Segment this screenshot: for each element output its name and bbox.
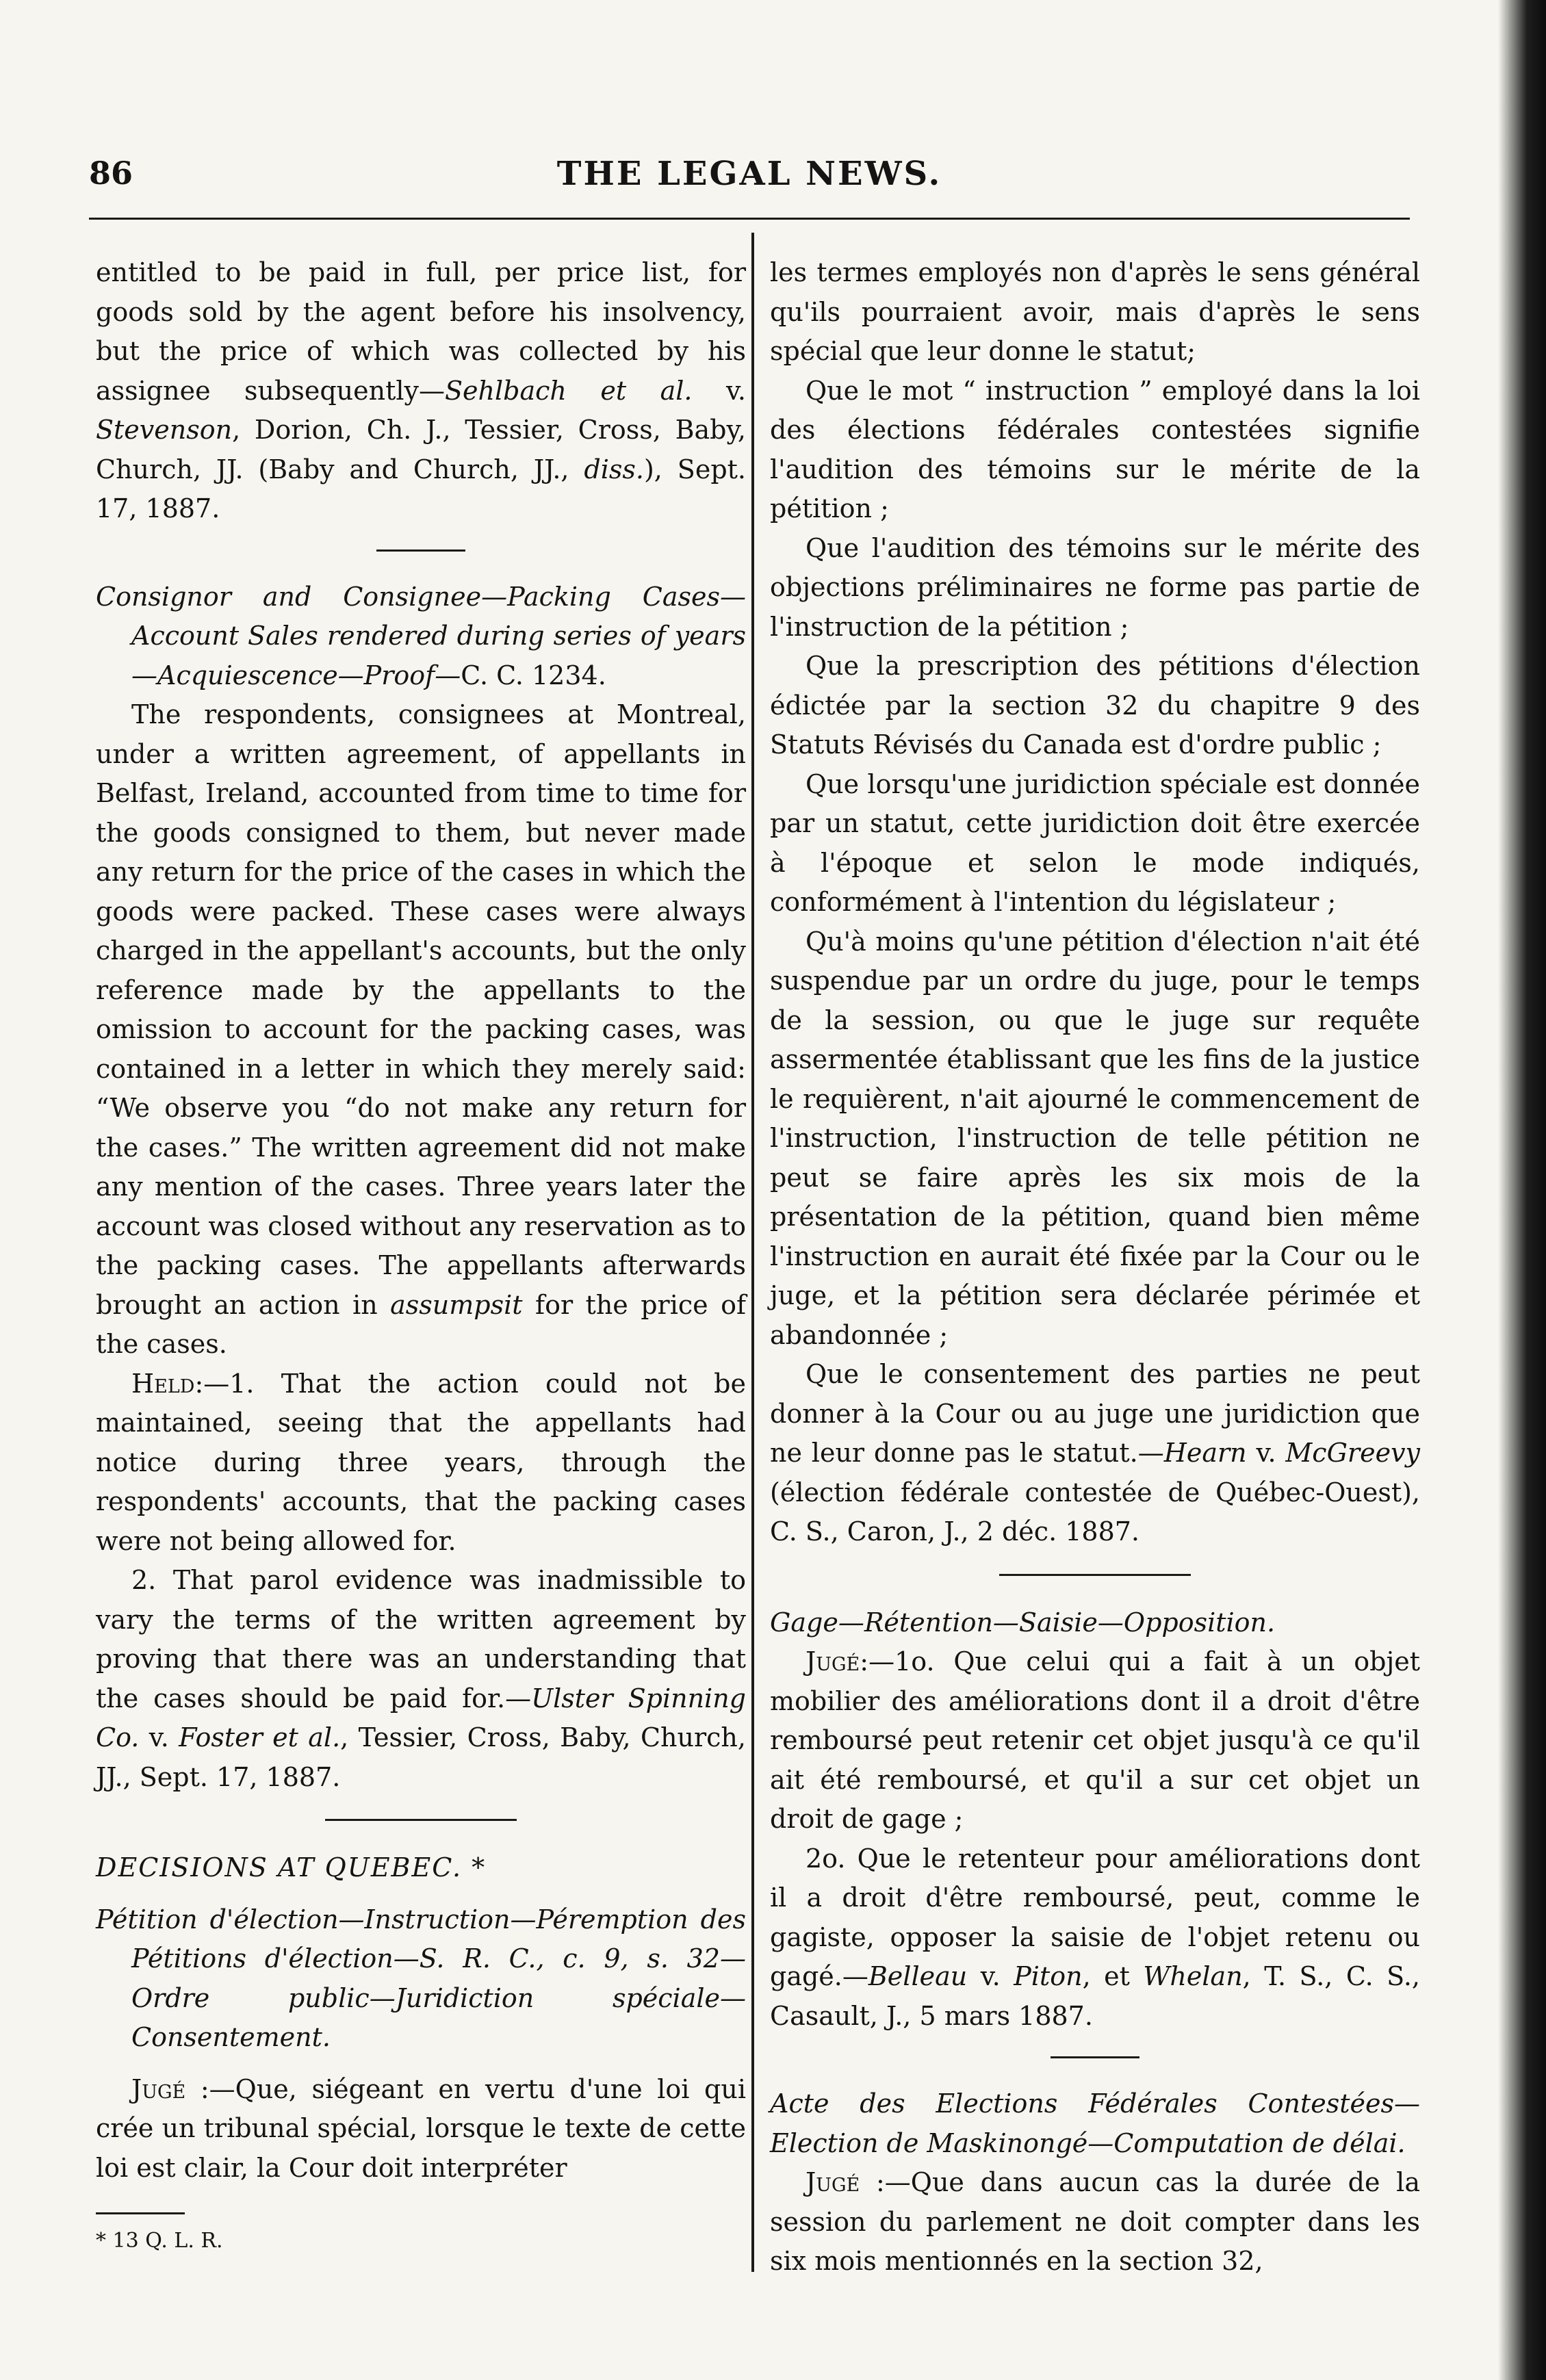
footnote: * 13 Q. L. R. (96, 2229, 223, 2253)
left-column (96, 253, 746, 2261)
case-headnote: Consignor and Consignee—Packing Cases—Account Sales rendered during series of years—Acquiescence—Proof—C. C. 1234. (96, 581, 746, 690)
ruling-paragraph: Que lorsqu'une juridiction spéciale est donnée par un statut, cette juridiction doit être exercée à l'époque et selon le mode indiqués, conformément à l'intention du législateur ; (770, 768, 1420, 917)
page-number: 86 (89, 155, 133, 192)
juge-paragraph: Jugé:—1o. Que celui qui a fait à un objet mobilier des améliorations dont il a droit d'être remboursé peut retenir cet objet jusqu'à ce qu'il ait été remboursé, et qu'il a sur cet objet un droit de gage ; (770, 1646, 1420, 1834)
divider-rule (999, 1574, 1191, 1576)
paragraph-continuation: entitled to be paid in full, per price list, for goods sold by the agent before his insolvency, but the price of which was collected by his assignee subsequently—Sehlbach et al. v. Stevenson, Dorion, Ch. J., Tessier, Cross, Baby, Church, JJ. (Baby and Church, JJ., diss.), Sept. 17, 1887. (96, 257, 746, 523)
section-rule (325, 1819, 517, 1821)
paragraph-continuation: les termes employés non d'après le sens général qu'ils pourraient avoir, mais d'après le sens spécial que leur donne le statut; (770, 257, 1420, 366)
case-facts-paragraph: The respondents, consignees at Montreal, under a written agreement, of appellants in Belfast, Ireland, accounted from time to time for the goods consigned to them, but never made any return for the price of the cases in which the goods were packed. These cases were always charged in the appellant's accounts, but the only reference made by the appellants to the omission to account for the packing cases, was contained in a letter in which they merely said: “We observe you “do not make any return for the cases.” The written agreement did not make any mention of the cases. Three years later the account was closed without any reservation as to the packing cases. The appellants afterwards brought an action in assumpsit for the price of the cases. (96, 699, 747, 1359)
case-headnote-elections: Acte des Elections Fédérales Contestées—Election de Maskinongé—Computation de délai. (770, 2088, 1420, 2158)
section-heading: DECISIONS AT QUEBEC. * (96, 1852, 487, 1883)
held-paragraph-2: 2. That parol evidence was inadmissible to vary the terms of the written agreement by proving that there was an understanding that the cases should be paid for.—Ulster Spinning Co. v. Foster et al., Tessier, Cross, Baby, Church, JJ., Sept. 17, 1887. (96, 1565, 746, 1792)
running-head: THE LEGAL NEWS. (556, 155, 942, 193)
ruling-paragraph: Qu'à moins qu'une pétition d'élection n'ait été suspendue par un ordre du juge, pour le temps de la session, ou que le juge sur requête assermentée établissant que les fins de la justice le requièrent, n'ait ajourné le commencement de l'instruction, l'instruction de telle pétition ne peut se faire après les six mois de la présentation de la pétition, quand bien même l'instruction en aurait été fixée par la Cour ou le juge, et la pétition sera déclarée périmée et abandonnée ; (770, 926, 1420, 1350)
juge-paragraph: Jugé :—Que dans aucun cas la durée de la session du parlement ne doit compter dans les six mois mentionnés en la section 32, (770, 2167, 1420, 2276)
case-headnote-quebec: Pétition d'élection—Instruction—Péremption des Pétitions d'élection—S. R. C., c. 9, s. 32—Ordre public—Juridiction spéciale—Consentement. (96, 1904, 746, 2052)
footnote-rule (96, 2212, 185, 2214)
divider-rule (376, 549, 465, 552)
case-headnote-gage: Gage—Rétention—Saisie—Opposition. (770, 1607, 1276, 1638)
page-header (89, 155, 1410, 203)
ruling-paragraph: Que le consentement des parties ne peut donner à la Cour ou au juge une juridiction que ne leur donne pas le statut.—Hearn v. McGreevy (élection fédérale contestée de Québec-Ouest), C. S., Caron, J., 2 déc. 1887. (770, 1359, 1420, 1547)
divider-rule (1051, 2056, 1139, 2058)
ruling-paragraph: Que le mot “ instruction ” employé dans la loi des élections fédérales contestées signifie l'audition des témoins sur le mérite de la pétition ; (770, 375, 1420, 523)
ruling-paragraph: Que l'audition des témoins sur le mérite des objections préliminaires ne forme pas partie de l'instruction de la pétition ; (770, 532, 1420, 642)
scanned-page-edge (1498, 0, 1546, 2380)
juge-paragraph: Jugé :—Que, siégeant en vertu d'une loi qui crée un tribunal spécial, lorsque le texte de cette loi est clair, la Cour doit interpréter (96, 2073, 746, 2183)
ruling-paragraph: 2o. Que le retenteur pour améliorations dont il a droit d'être remboursé, peut, comme le gagiste, opposer la saisie de l'objet retenu ou gagé.—Belleau v. Piton, et Whelan, T. S., C. S., Casault, J., 5 mars 1887. (770, 1843, 1420, 2031)
ruling-paragraph: Que la prescription des pétitions d'élection édictée par la section 32 du chapitre 9 des Statuts Révisés du Canada est d'ordre public ; (770, 651, 1420, 760)
column-divider (751, 233, 754, 2272)
right-column (770, 253, 1420, 2281)
header-rule (89, 218, 1410, 220)
held-paragraph: Held:—1. That the action could not be maintained, seeing that the appellants had notice during three years, through the respondents' accounts, that the packing cases were not being allowed for. (96, 1368, 746, 1556)
